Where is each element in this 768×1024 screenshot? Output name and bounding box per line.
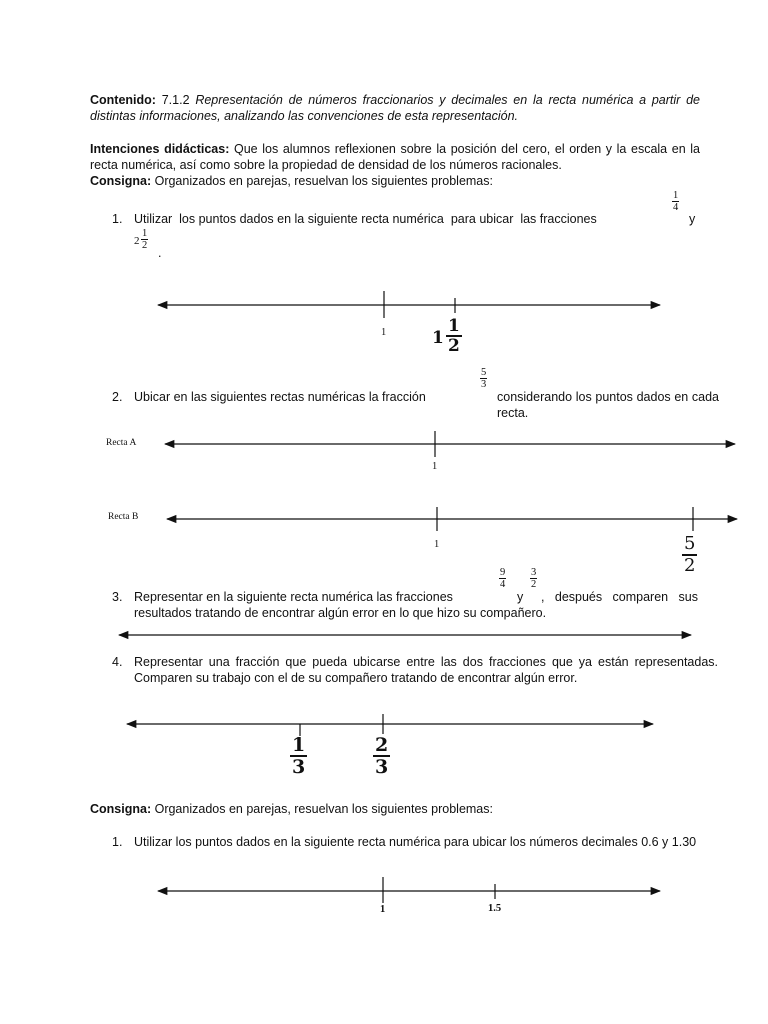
problem-3-conj: y: [517, 590, 524, 604]
recta-a-point-1: 1: [432, 461, 438, 472]
recta-b-point-1: 1: [434, 539, 440, 550]
recta-b-fraction: 5 2: [684, 533, 696, 576]
intenciones-label: Intenciones didácticas:: [90, 142, 230, 156]
problem-3-number: 3.: [112, 590, 123, 604]
decimal-problem: [112, 835, 718, 851]
problem-4-text: Representar una fracción que pueda ubicarse entre las dos fracciones que ya están representadas. Comparen su trabajo con el de su compañero tratando de encontrar algún error.: [134, 655, 718, 685]
recta-b-label: Recta B: [108, 512, 139, 522]
decimal-line-label-1: 1: [380, 904, 386, 915]
problem-1-mixed-whole: 2: [134, 235, 140, 247]
problem-1-fraction-1: $\frac{1}{4}$: [673, 190, 679, 213]
consigna-2-text: Organizados en parejas, resuelvan los siguientes problemas:: [154, 802, 493, 816]
consigna-2-label: Consigna:: [90, 802, 152, 816]
problem-2-text-a: Ubicar en las siguientes rectas numéricas la fracción: [134, 390, 426, 404]
problem-3-fraction-2: $\frac{3}{2}$: [531, 567, 537, 590]
problem-2-fraction: $\frac{5}{3}$: [481, 367, 487, 390]
intenciones-text: Que los alumnos reflexionen sobre la posición del cero, el orden y la escala en la recta numérica, así como sobre la propiedad de densidad de los números racionales.: [90, 142, 700, 172]
problem-1-end: .: [158, 246, 162, 260]
decimal-line-label-2: 1.5: [488, 903, 502, 914]
problem-1-conj: y: [689, 212, 696, 226]
number-line-1-label-1: 1: [381, 327, 387, 338]
number-line-1-mixed-whole: 1: [432, 328, 444, 348]
number-line-4-fraction-1: 1 3: [292, 734, 306, 778]
problem-3-fraction-1: $\frac{9}{4}$: [500, 567, 506, 590]
recta-a-label: Recta A: [106, 438, 137, 448]
consigna-2: [90, 802, 700, 818]
contenido-label: Contenido:: [90, 93, 156, 107]
contenido-code: 7.1.2: [161, 93, 190, 107]
consigna-1-text: Organizados en parejas, resuelvan los siguientes problemas:: [154, 174, 493, 188]
problem-1-mixed-fraction: $\frac{1}{2}$: [142, 228, 148, 251]
problem-1-number: 1.: [112, 212, 123, 226]
problem-4-number: 4.: [112, 655, 123, 669]
decimal-problem-number: 1.: [112, 835, 123, 849]
number-line-1-mixed-fraction: 1 2: [448, 316, 460, 356]
problem-4: [112, 655, 718, 686]
consigna-1-label: Consigna:: [90, 174, 152, 188]
decimal-problem-text: Utilizar los puntos dados en la siguiente recta numérica para ubicar los números decimales 0.6 y 1.30: [134, 835, 697, 849]
problem-2-text-b: considerando los puntos dados en cada recta.: [497, 390, 719, 420]
contenido-text: Representación de números fraccionarios y decimales en la recta numérica a partir de distintas informaciones, analizando las convenciones de esta representación.: [90, 93, 700, 123]
number-line-4-fraction-2: 2 3: [375, 734, 389, 778]
problem-3-text-a: Representar en la siguiente recta numérica las fracciones: [134, 590, 453, 604]
problem-1-text: Utilizar los puntos dados en la siguiente recta numérica para ubicar las fracciones: [134, 212, 597, 226]
problem-2-number: 2.: [112, 390, 123, 404]
problem-3-text-b: , después comparen sus resultados tratando de encontrar algún error en lo que hizo su compañero.: [134, 590, 698, 620]
